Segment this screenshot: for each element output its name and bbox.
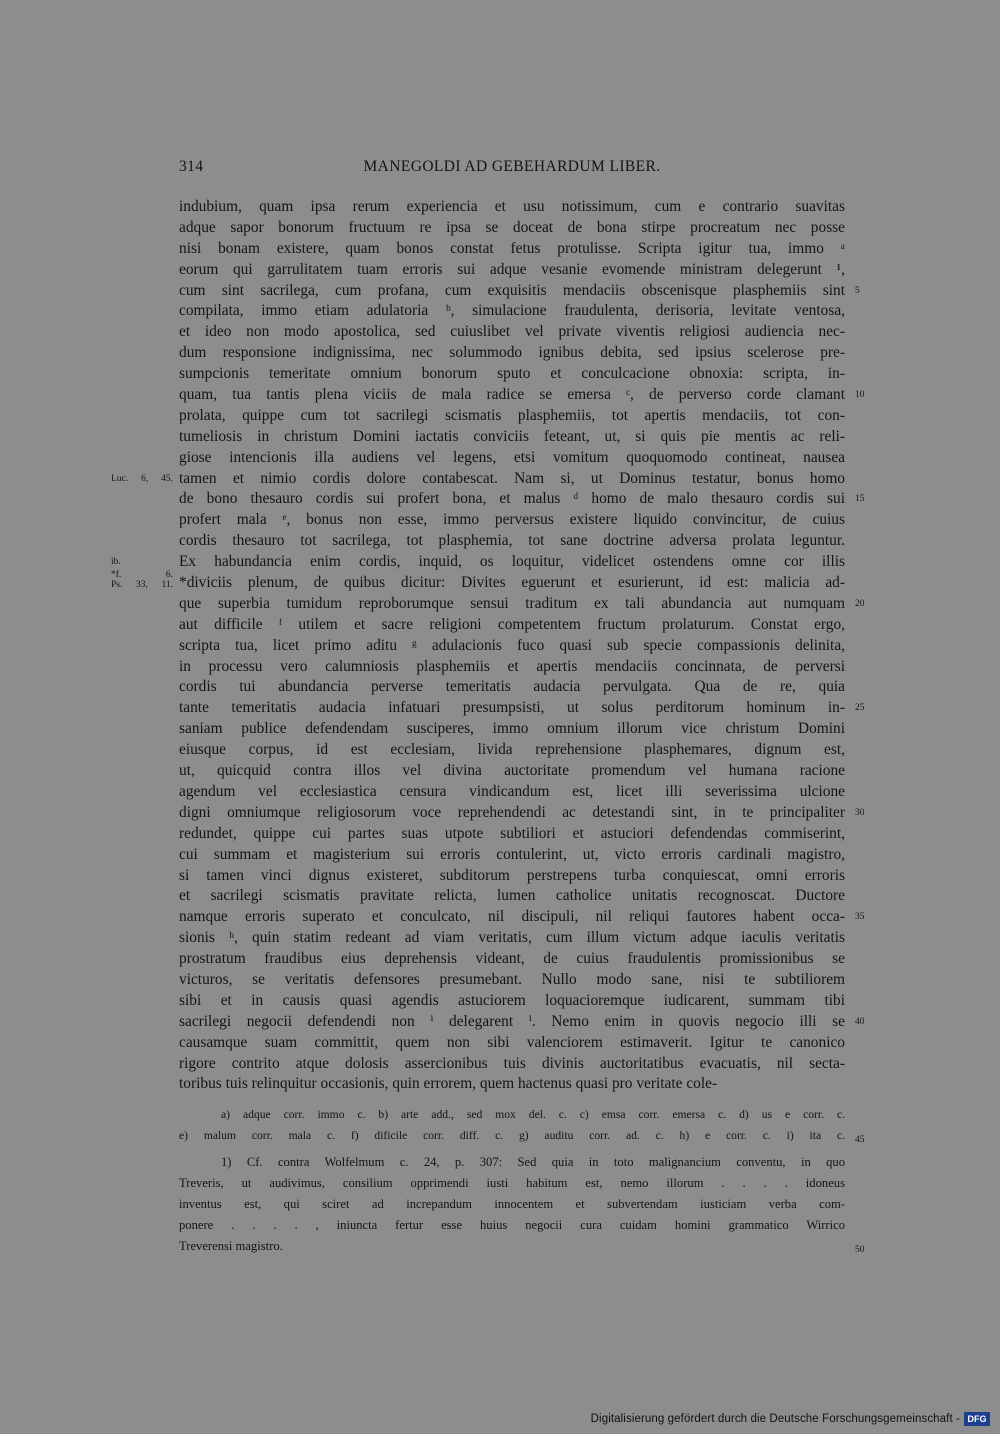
line-text: agendum vel ecclesiastica censura vindicandum est, licet illi severissima ulcione [179, 782, 845, 800]
text-line [179, 928, 845, 949]
line-number: 45 [855, 1134, 865, 1145]
line-number: 5 [855, 285, 860, 296]
line-text: tumeliosis in christum Domini iactatis conviciis feteant, ut, si quis pie mentis ac reli- [179, 427, 845, 445]
line-number: 50 [855, 1245, 865, 1255]
text-line [179, 698, 865, 719]
footnote-line [179, 1152, 845, 1173]
line-text: indubium, quam ipsa rerum experiencia et usu notissimum, cum e contrario suavitas [179, 198, 845, 215]
footnote-text: Treveris, ut audivimus, consilium opprimendi iusti habitum est, nemo illorum . . . . idoneus [179, 1176, 845, 1190]
line-text: que superbia tumidum reproborumque sensui traditum ex tali abundancia aut numquam [179, 594, 845, 612]
line-text: compilata, immo etiam adulatoria ᵇ, simulacione fraudulenta, derisoria, levitate ventosa, [179, 302, 845, 320]
page-number: 314 [179, 158, 204, 175]
line-text: eiusque corpus, id est ecclesiam, livida reprehensione plasphemares, dignum est, [179, 741, 845, 759]
text-line [179, 1054, 845, 1075]
line-text: rigore contrito atque dolosis assercionibus tuis divinis auctoritatibus evacuatis, nil secta- [179, 1054, 845, 1072]
text-line [179, 719, 845, 740]
line-number: 40 [855, 1016, 865, 1027]
footnote-text: ponere . . . . , iniuncta fertur esse huius negocii cura cuidam homini grammatico Wirrico [179, 1218, 845, 1232]
text-line [179, 239, 845, 260]
critical-apparatus [179, 1105, 865, 1146]
margin-reference: ib. [111, 557, 121, 568]
footnote-text: Treverensi magistro. [179, 1239, 283, 1253]
footnote-line [179, 1194, 845, 1215]
text-line [179, 343, 845, 364]
text-line [179, 510, 845, 531]
line-text: *diviciis plenum, de quibus dicitur: Divites eguerunt et esurierunt, id est: malicia ad- [179, 574, 845, 592]
line-text: sibi et in causis quasi agendis astuciorem loquacioremque iudicarent, summam tibi [179, 991, 845, 1009]
line-text: scripta tua, licet primo aditu ᵍ adulacionis fuco quasi sub specie compassionis delinita, [179, 636, 845, 654]
line-text: aut difficile ᶠ utilem et sacre religioni competentem fructum prolaturum. Constat ergo, [179, 615, 845, 633]
text-line [179, 364, 845, 385]
text-line [111, 552, 845, 573]
apparatus-text: a) adque corr. immo c. b) arte add., sed mox del. c. c) emsa corr. emersa c. d) us e corr. c. [221, 1108, 845, 1121]
page-header [179, 158, 845, 182]
margin-reference: Luc. 6, 45. [111, 473, 173, 484]
line-text: et ideo non modo apostolica, sed cuiuslibet vel private viventis religiosi audiencia nec- [179, 323, 845, 341]
text-line [179, 385, 865, 406]
line-text: Ex habundancia enim cordis, inquid, os loquitur, videlicet ostendens omne cor illis [179, 553, 845, 571]
line-number: 15 [855, 494, 865, 505]
text-line [179, 845, 845, 866]
line-text: giose intencionis illa audiens vel legens, etsi vomitum quoquomodo contineat, nausea [179, 448, 845, 466]
dfg-logo: DFG [964, 1412, 990, 1426]
funding-notice: Digitalisierung gefördert durch die Deutsche Forschungsgemeinschaft - [590, 1413, 960, 1425]
text-line [179, 677, 845, 698]
line-text: ut, quicquid contra illos vel divina auctoritate promendum vel humana racione [179, 762, 845, 780]
running-title: MANEGOLDI AD GEBEHARDUM LIBER. [363, 158, 661, 175]
line-text: in processu vero calumniosis plasphemiis et apertis mendaciis concinnata, de perversi [179, 657, 845, 675]
line-text: adque sapor bonorum fructuum re ipsa se doceat de bona stirpe procreatum nec posse [179, 218, 845, 236]
line-text: toribus tuis relinquitur occasionis, quin errorem, quem hactenus quasi pro veritate cole- [179, 1075, 718, 1093]
text-line [179, 740, 845, 761]
line-text: quam, tua tantis plena viciis de mala radice se emersa ᶜ, de perverso corde clamant [179, 386, 845, 404]
margin-reference: *f. 6. Ps. 33, 11. [111, 570, 173, 591]
line-text: redundet, quippe cui partes suas utpote subtiliori et astuciori defendendas commiserint, [179, 824, 845, 842]
line-text: de bono thesauro cordis sui profert bona, et malus ᵈ homo de malo thesauro cordis sui [179, 490, 845, 508]
line-text: sionis ʰ, quin statim redeant ad viam veritatis, cum illum victum adque iaculis veritatis [179, 929, 845, 947]
text-line [179, 1033, 845, 1054]
line-text: sumpcionis temeritate omnium bonorum sputo et conculcacione obnoxia: scripta, in- [179, 365, 845, 383]
apparatus-line [179, 1126, 865, 1147]
line-text: tamen et nimio cordis dolore contabescat. Nam si, ut Dominus testatur, bonus homo [179, 469, 845, 487]
line-text: cum sint sacrilega, cum profana, cum exquisitis mendaciis obscenisque plasphemiis sint [179, 281, 845, 299]
footnote-line [179, 1215, 845, 1236]
text-line [179, 427, 845, 448]
line-text: cordis thesauro tot sacrilega, tot plasphemia, tot sane doctrine adversa prolata leguntur. [179, 532, 845, 550]
footnotes [179, 1152, 865, 1257]
text-line [111, 469, 845, 490]
text-line [111, 570, 845, 594]
text-line [179, 949, 845, 970]
text-line [179, 761, 845, 782]
apparatus-text: e) malum corr. mala c. f) dificile corr. diff. c. g) auditu corr. ad. c. h) e corr. c. i) ita c. [179, 1128, 845, 1142]
line-number: 20 [855, 598, 865, 609]
text-line [179, 615, 845, 636]
text-line [179, 1012, 865, 1033]
line-text: dum responsione indignissima, nec solummodo ignibus debita, sed ipsius scelerose pre- [179, 344, 845, 362]
line-text: namque erroris superato et conculcato, nil discipuli, nil reliqui fautores habent occa- [179, 908, 845, 926]
line-text: saniam publice defendendam susciperes, immo omnium illorum vice christum Domini [179, 720, 845, 738]
text-line [179, 907, 865, 928]
text-line [179, 782, 845, 803]
footnote-text: inventus est, qui sciret ad increpandum innocentem et subvertendam iusticiam verba com- [179, 1197, 845, 1211]
line-text: profert mala ᵉ, bonus non esse, immo perversus existere liquido convincitur, de cuius [179, 511, 845, 529]
text-line [179, 281, 860, 302]
line-text: prolata, quippe cum tot sacrilegi scismatis plasphemiis, tot apertis mendaciis, tot con- [179, 406, 845, 424]
text-line [179, 594, 865, 615]
line-text: si tamen vinci dignus existeret, subditorum perstrepens turba conquiescat, omni erroris [179, 866, 845, 884]
text-line [179, 260, 845, 281]
footnote-line [179, 1236, 865, 1257]
text-line [179, 448, 845, 469]
apparatus-line [179, 1105, 845, 1126]
text-line [179, 886, 845, 907]
line-number: 10 [855, 390, 865, 401]
main-text [111, 197, 865, 1095]
line-text: eorum qui garrulitatem tuam erroris sui adque vesanie evomende ministram delegerunt ¹, [179, 260, 845, 278]
text-line [179, 301, 845, 322]
text-line [179, 1074, 845, 1095]
text-line [179, 657, 845, 678]
text-line [179, 531, 845, 552]
text-line [179, 197, 845, 218]
line-text: causamque suam committit, quem non sibi valenciorem estimaverit. Igitur te canonico [179, 1033, 845, 1051]
text-line [179, 218, 845, 239]
line-number: 25 [855, 703, 865, 714]
text-line [179, 636, 845, 657]
text-line [179, 322, 845, 343]
line-text: digni omniumque religiosorum voce reprehendendi ac detestandi sint, in te principaliter [179, 803, 845, 821]
line-number: 35 [855, 912, 865, 923]
line-number: 30 [855, 807, 865, 818]
line-text: et sacrilegi scismatis pravitate relicta, lumen catholice unitatis recognoscat. Ductore [179, 887, 845, 905]
line-text: sacrilegi negocii defendendi non ⁱ delegarent ⁱ. Nemo enim in quovis negocio illi se [179, 1012, 845, 1030]
footnote-text: 1) Cf. contra Wolfelmum c. 24, p. 307: Sed quia in toto malignancium conventu, in quo [221, 1155, 845, 1169]
line-text: cui summam et magisterium sui erroris contulerint, ut, victo erroris cardinali magistro, [179, 845, 845, 863]
text-line [179, 406, 845, 427]
text-line [179, 803, 865, 824]
line-text: victuros, se veritatis defensores presumebant. Nullo modo sane, nisi te subtiliorem [179, 970, 845, 988]
line-text: tante temeritatis audacia infatuari presumpsisti, ut solus perditorum hominum in- [179, 699, 845, 717]
line-text: nisi bonam existere, quam bonos constat fetus protulisse. Scripta igitur tua, immo ᵃ [179, 239, 845, 257]
text-line [179, 489, 865, 510]
text-line [179, 970, 845, 991]
line-text: prostratum fraudibus eius deprehensis videant, de cuius fraudulentis promissionibus se [179, 950, 845, 968]
footnote-line [179, 1173, 845, 1194]
text-line [179, 866, 845, 887]
footer-bar [0, 1404, 1000, 1434]
text-line [179, 991, 845, 1012]
text-line [179, 824, 845, 845]
line-text: cordis tui abundancia perverse temeritatis audacia pervulgata. Qua de re, quia [179, 678, 845, 696]
